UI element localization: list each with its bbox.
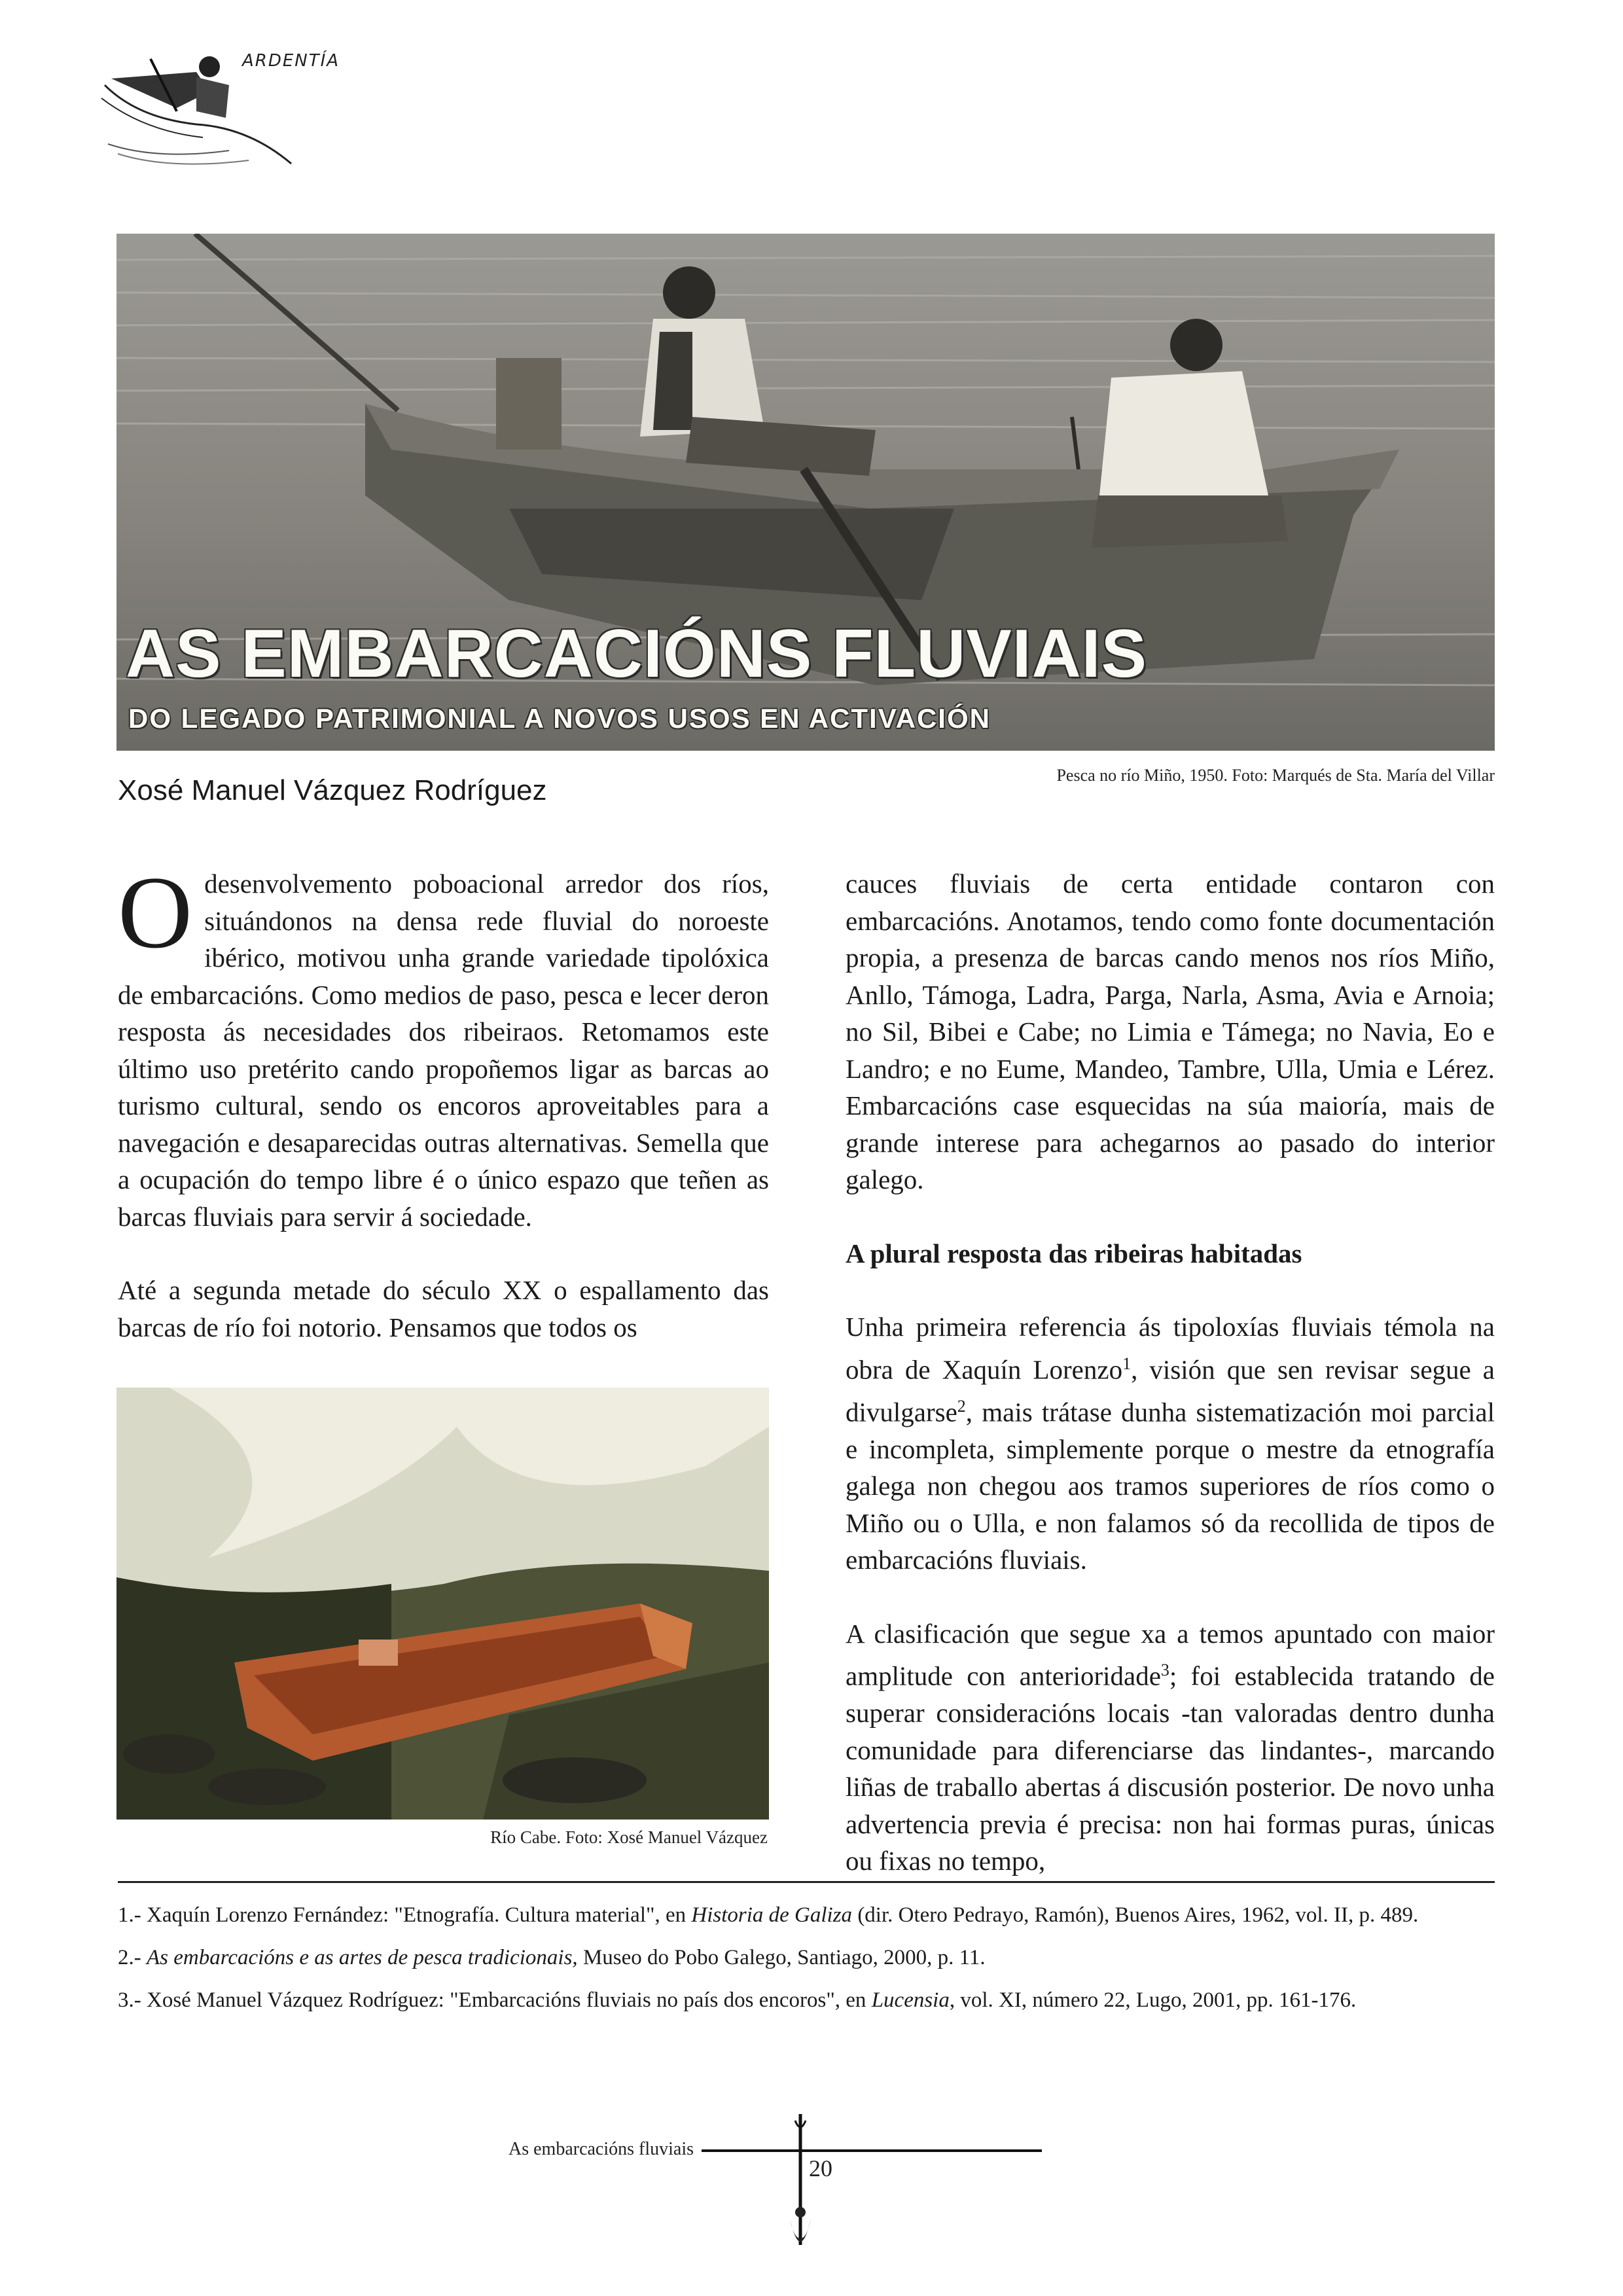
paragraph-classification xyxy=(846,1615,1495,1880)
section-heading: A plural resposta das ribeiras habitadas xyxy=(846,1238,1302,1268)
text-run: , vol. XI, número 22, Lugo, 2001, pp. 161-176. xyxy=(949,1988,1357,2012)
footnote-ref-3[interactable]: 3 xyxy=(1160,1660,1169,1680)
text-run: ; foi establecida tratando de superar consideracións locais -tan valoradas dentro dunha comunidade para diferenciarse das lindantes-, marcando liñas de traballo abertas á discusión posterior. De novo unha advertencia previa é precisa: non hai formas puras, únicas ou fixas no tempo, xyxy=(846,1660,1495,1876)
text-run: Unha primeira referencia ás tipoloxías fluviais témola na obra de Xaquín Lorenzo xyxy=(846,1312,1495,1385)
footer-ornament-icon xyxy=(781,2114,820,2258)
text-run: (dir. Otero Pedrayo, Ramón), Buenos Aires, 1962, vol. II, p. 489. xyxy=(852,1903,1419,1927)
paragraph-rivers: cauces fluviais de certa entidade contaron con embarcacións. Anotamos, tendo como fonte documentación propia, a presenza de barcas cando menos nos ríos Miño, Anllo, Támoga, Ladra, Parga, Narla, Asma, Avia e Arnoia; no Sil, Bibei e Cabe; no Limia e Támega; no Navia, Eo e Landro; e no Eume, Mandeo, Tambre, Ulla, Umia e Lérez. Embarcacións case esquecidas na súa maioría, mais de grande interese para achegarnos ao pasado do interior galego. xyxy=(846,869,1495,1194)
paragraph-lorenzo xyxy=(846,1308,1495,1579)
right-column xyxy=(846,865,1495,1880)
text-run: 3.- Xosé Manuel Vázquez Rodríguez: "Embarcacións fluviais no país dos encoros", en xyxy=(118,1988,872,2012)
text-run: Museo do Pobo Galego, Santiago, 2000, p. 11. xyxy=(577,1946,986,1969)
drop-cap: O xyxy=(118,855,193,970)
article-title: AS EMBARCACIÓNS FLUVIAIS xyxy=(126,616,1147,692)
footnote-ref-1[interactable]: 1 xyxy=(1122,1354,1132,1373)
text-run: 1.- Xaquín Lorenzo Fernández: "Etnografía. Cultura material", en xyxy=(118,1903,692,1927)
paragraph-second: Até a segunda metade do século XX o espallamento das barcas de río foi notorio. Pensamos que todos os xyxy=(118,1275,769,1342)
citation-title: Historia de Galiza xyxy=(691,1903,853,1927)
boat-photo-illustration xyxy=(116,1388,769,1820)
paragraph-intro xyxy=(118,855,769,1235)
text-run: A clasificación que segue xa a temos apuntado con maior amplitude con anterioridade xyxy=(846,1618,1495,1691)
footnote-1 xyxy=(118,1901,1525,1930)
logo-text: ARDENTÍA xyxy=(242,51,340,71)
left-column xyxy=(118,855,769,1346)
footnote-2 xyxy=(118,1943,1525,1973)
citation-title: Lucensia xyxy=(871,1988,950,2012)
footer-rule xyxy=(702,2149,1042,2152)
paragraph-intro-text: desenvolvemento poboacional arredor dos ríos, situándonos na densa rede fluvial do noroeste ibérico, motivou unha grande variedade tipolóxica de embarcacións. Como medios de paso, pesca e lecer deron resposta ás necesidades dos ribeiraos. Retomamos este último uso pretérito cando propoñemos ligar as barcas ao turismo cultural, sendo os encoros aproveitables para a navegación e desaparecidas outras alternativas. Semella que a ocupación do tempo libre é o único espazo que teñen as barcas fluviais para servir á sociedade. xyxy=(118,869,769,1232)
text-run: 2.- xyxy=(118,1946,147,1969)
article-subtitle: DO LEGADO PATRIMONIAL A NOVOS USOS EN ACTIVACIÓN xyxy=(128,703,991,734)
hero-photo-caption: Pesca no río Miño, 1950. Foto: Marqués de Sta. María del Villar xyxy=(1056,766,1495,785)
footnote-ref-2[interactable]: 2 xyxy=(957,1396,966,1416)
footnote-3 xyxy=(118,1986,1525,2015)
text-run: , visión que sen revisar segue a divulgarse xyxy=(846,1354,1495,1427)
author-name: Xosé Manuel Vázquez Rodríguez xyxy=(118,774,547,806)
footnotes xyxy=(118,1901,1525,2028)
page-number: 20 xyxy=(809,2155,832,2181)
boat-photo xyxy=(116,1388,769,1820)
footnote-divider xyxy=(118,1881,1495,1883)
text-run: , mais trátase dunha sistematización moi parcial e incompleta, simplemente porque o mestre da etnografía galega non chegou aos tramos superiores de ríos como o Miño ou o Ulla, e non falamos só da recollida de tipos de embarcacións fluviais. xyxy=(846,1397,1495,1575)
citation-title: As embarcacións e as artes de pesca tradicionais, xyxy=(147,1946,578,1969)
footer-running-title: As embarcacións fluviais xyxy=(508,2139,694,2159)
boat-photo-caption: Río Cabe. Foto: Xosé Manuel Vázquez xyxy=(490,1827,768,1847)
